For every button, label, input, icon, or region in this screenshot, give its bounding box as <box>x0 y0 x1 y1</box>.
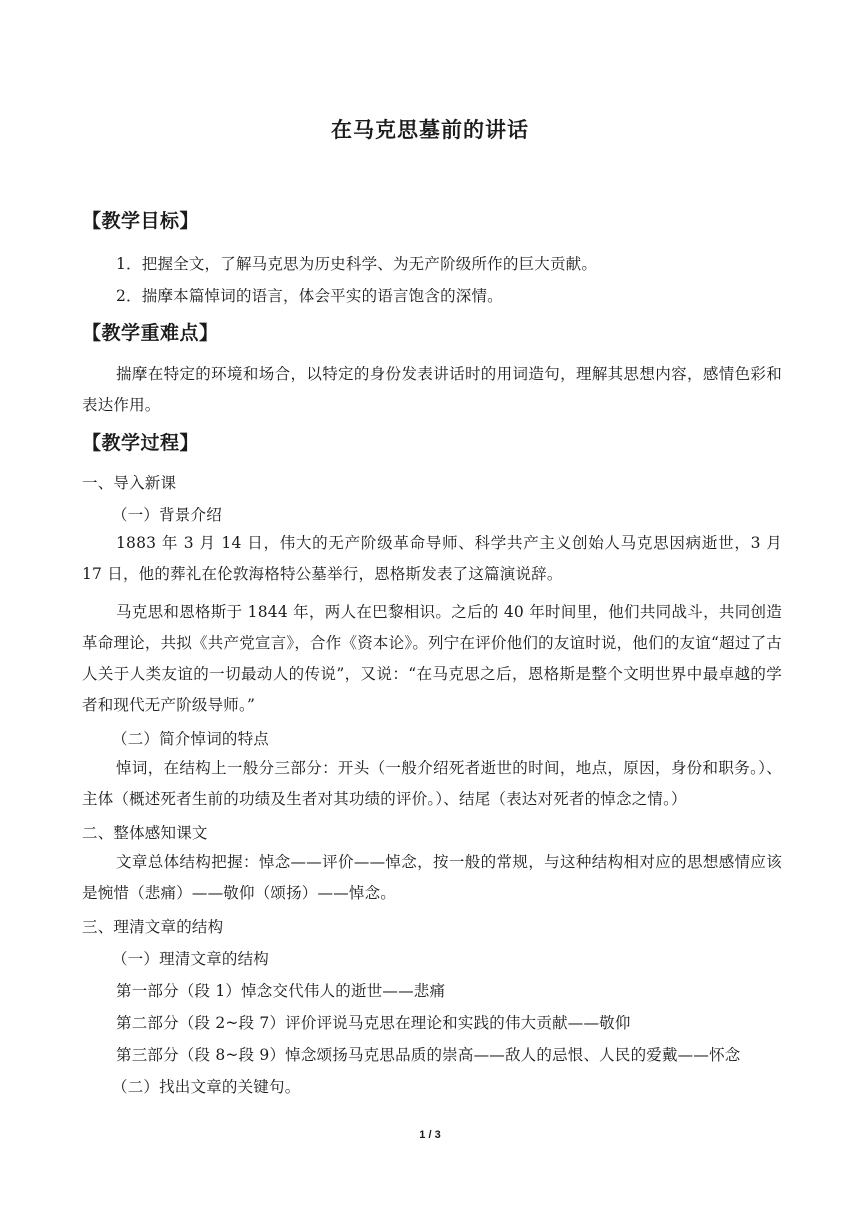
heading-process: 【教学过程】 <box>82 432 200 454</box>
section-2-heading: 二、整体感知课文 <box>82 824 208 842</box>
structure-part-3: 第三部分（段 8~段 9）悼念颂扬马克思品质的崇高——敌人的忌恨、人民的爱戴——怀念 <box>116 1046 741 1064</box>
subsection-structure: （一）理清文章的结构 <box>112 950 270 968</box>
document-title: 在马克思墓前的讲话 <box>331 117 529 142</box>
subsection-background: （一）背景介绍 <box>112 506 222 524</box>
friendship-paragraph: 马克思和恩格斯于 1844 年，两人在巴黎相识。之后的 40 年时间里，他们共同战斗，共同创造革命理论，共拟《共产党宣言》，合作《资本论》。列宁在评价他们的友谊时说，他们的友谊“超过了古人关于人类友谊的一切最动人的传说”，又说：“在马克思之后，恩格斯是整个文明世界中最卓越的学者和现代无产阶级导师。” <box>82 603 782 714</box>
objective-1: 1．把握全文，了解马克思为历史科学、为无产阶级所作的巨大贡献。 <box>116 255 598 273</box>
subsection-eulogy: （二）简介悼词的特点 <box>112 730 270 748</box>
heading-objectives: 【教学目标】 <box>82 210 200 232</box>
heading-key-points: 【教学重难点】 <box>82 322 219 344</box>
structure-part-2: 第二部分（段 2~段 7）评价评说马克思在理论和实践的伟大贡献——敬仰 <box>116 1014 631 1032</box>
page-number: 1 / 3 <box>419 1129 441 1141</box>
structure-part-1: 第一部分（段 1）悼念交代伟人的逝世——悲痛 <box>116 982 446 1000</box>
overall-paragraph: 文章总体结构把握：悼念——评价——悼念，按一般的常规，与这种结构相对应的思想感情应该是惋惜（悲痛）——敬仰（颂扬）——悼念。 <box>82 853 782 902</box>
section-1-heading: 一、导入新课 <box>82 474 177 492</box>
section-3-heading: 三、理清文章的结构 <box>82 918 224 936</box>
key-points-paragraph: 揣摩在特定的环境和场合，以特定的身份发表讲话时的用词造句，理解其思想内容，感情色彩和表达作用。 <box>82 365 782 414</box>
objective-2: 2．揣摩本篇悼词的语言，体会平实的语言饱含的深情。 <box>116 287 503 305</box>
subsection-key-sentences: （二）找出文章的关键句。 <box>112 1078 301 1096</box>
eulogy-paragraph: 悼词，在结构上一般分三部分：开头（一般介绍死者逝世的时间，地点，原因，身份和职务。）、主体（概述死者生前的功绩及生者对其功绩的评价。）、结尾（表达对死者的悼念之情。） <box>82 759 782 808</box>
background-paragraph: 1883 年 3 月 14 日，伟大的无产阶级革命导师、科学共产主义创始人马克思因病逝世，3 月 17 日，他的葬礼在伦敦海格特公墓举行，恩格斯发表了这篇演说辞。 <box>82 534 782 583</box>
